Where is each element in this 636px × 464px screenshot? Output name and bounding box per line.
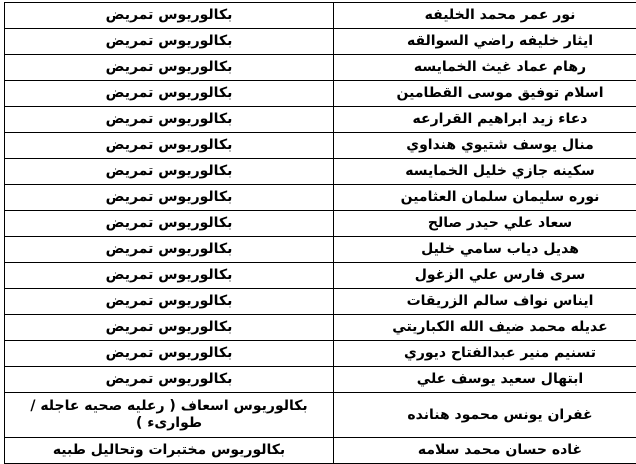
table-row <box>5 29 636 55</box>
degree-cell: بكالوريوس تمريض <box>5 367 334 393</box>
name-cell: دعاء زيد ابراهيم القرارعه <box>334 107 636 133</box>
degree-cell: بكالوريوس مختبرات وتحاليل طبيه <box>5 438 334 464</box>
degree-cell: بكالوريوس تمريض <box>5 55 334 81</box>
name-cell: ايثار خليفه راضي السوالقه <box>334 29 636 55</box>
name-cell: عديله محمد ضيف الله الكباريتي <box>334 315 636 341</box>
table-row <box>5 211 636 237</box>
table-row <box>5 341 636 367</box>
name-cell: نوره سليمان سلمان العثامين <box>334 185 636 211</box>
degree-cell: بكالوريوس تمريض <box>5 133 334 159</box>
degree-cell: بكالوريوس تمريض <box>5 211 334 237</box>
degree-cell: بكالوريوس تمريض <box>5 341 334 367</box>
name-cell: اسلام توفيق موسى القطامين <box>334 81 636 107</box>
roster-table <box>4 2 636 464</box>
table-row <box>5 185 636 211</box>
table-row <box>5 438 636 464</box>
degree-cell: بكالوريوس تمريض <box>5 3 334 29</box>
roster-sheet <box>4 2 632 450</box>
table-row <box>5 393 636 438</box>
table-row <box>5 3 636 29</box>
name-cell: غاده حسان محمد سلامه <box>334 438 636 464</box>
table-row <box>5 133 636 159</box>
name-cell: ايناس نواف سالم الزريقات <box>334 289 636 315</box>
degree-cell: بكالوريوس تمريض <box>5 159 334 185</box>
name-cell: ابتهال سعيد يوسف علي <box>334 367 636 393</box>
degree-cell: بكالوريوس تمريض <box>5 289 334 315</box>
degree-cell: بكالوريوس تمريض <box>5 237 334 263</box>
table-row <box>5 55 636 81</box>
name-cell: تسنيم منير عبدالفتاح ديوري <box>334 341 636 367</box>
table-row <box>5 159 636 185</box>
degree-cell: بكالوريوس تمريض <box>5 81 334 107</box>
name-cell: نور عمر محمد الخليفه <box>334 3 636 29</box>
name-cell: سرى فارس علي الزغول <box>334 263 636 289</box>
degree-cell: بكالوريوس اسعاف ( رعليه صحيه عاجله / طوارىء ) <box>5 393 334 438</box>
name-cell: هديل دياب سامي خليل <box>334 237 636 263</box>
degree-cell: بكالوريوس تمريض <box>5 185 334 211</box>
name-cell: منال يوسف شتيوي هنداوي <box>334 133 636 159</box>
table-row <box>5 289 636 315</box>
table-row <box>5 107 636 133</box>
name-cell: رهام عماد غيث الخمايسه <box>334 55 636 81</box>
degree-cell: بكالوريوس تمريض <box>5 263 334 289</box>
table-row <box>5 263 636 289</box>
table-row <box>5 315 636 341</box>
table-row <box>5 237 636 263</box>
table-row <box>5 81 636 107</box>
degree-cell: بكالوريوس تمريض <box>5 107 334 133</box>
table-row <box>5 367 636 393</box>
degree-cell: بكالوريوس تمريض <box>5 315 334 341</box>
name-cell: سكينه جازي خليل الخمايسه <box>334 159 636 185</box>
name-cell: سعاد علي حيدر صالح <box>334 211 636 237</box>
degree-cell: بكالوريوس تمريض <box>5 29 334 55</box>
name-cell: غفران يونس محمود هنانده <box>334 393 636 438</box>
